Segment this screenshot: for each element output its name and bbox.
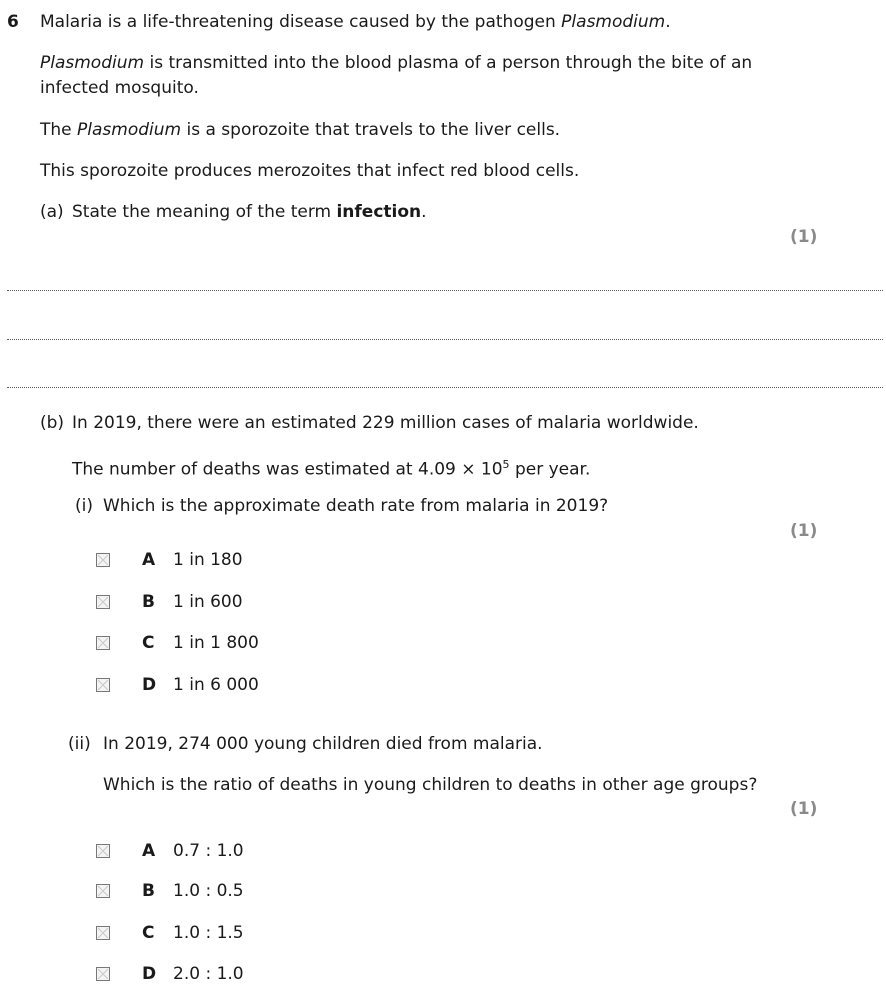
option-checkbox[interactable] bbox=[96, 844, 110, 858]
sub-ii-question: Which is the ratio of deaths in young children to deaths in other age groups? bbox=[103, 775, 758, 795]
part-a-marks: (1) bbox=[790, 227, 818, 247]
sub-i-label: (i) bbox=[75, 496, 93, 516]
part-a-question bbox=[72, 201, 427, 223]
option-text: 2.0 : 1.0 bbox=[173, 964, 244, 984]
sub-i-question: Which is the approximate death rate from malaria in 2019? bbox=[103, 496, 609, 516]
exponent: 5 bbox=[502, 458, 510, 471]
text: . bbox=[421, 202, 427, 222]
text: per year. bbox=[509, 459, 591, 480]
cross-icon bbox=[97, 637, 109, 649]
option-text: 1 in 180 bbox=[173, 550, 243, 570]
cross-icon bbox=[97, 845, 109, 857]
option-text: 1.0 : 0.5 bbox=[173, 881, 244, 901]
option-checkbox[interactable] bbox=[96, 553, 110, 567]
cross-icon bbox=[97, 596, 109, 608]
cross-icon bbox=[97, 927, 109, 939]
part-b-label: (b) bbox=[40, 413, 65, 433]
intro-line-4: This sporozoite produces merozoites that infect red blood cells. bbox=[40, 161, 580, 181]
text: is a sporozoite that travels to the liver cells. bbox=[181, 120, 561, 140]
option-letter: A bbox=[142, 550, 156, 570]
bold-term: infection bbox=[336, 202, 422, 222]
option-letter: D bbox=[142, 964, 157, 984]
option-letter: C bbox=[142, 923, 155, 943]
option-letter: C bbox=[142, 633, 155, 653]
option-letter: A bbox=[142, 841, 156, 861]
cross-icon bbox=[97, 968, 109, 980]
option-text: 0.7 : 1.0 bbox=[173, 841, 244, 861]
text: State the meaning of the term bbox=[72, 202, 337, 222]
question-number: 6 bbox=[7, 12, 19, 32]
answer-line[interactable] bbox=[7, 387, 883, 388]
intro-line-3 bbox=[40, 119, 560, 141]
cross-icon bbox=[97, 554, 109, 566]
option-checkbox[interactable] bbox=[96, 678, 110, 692]
intro-line-2b: infected mosquito. bbox=[40, 78, 199, 98]
option-letter: B bbox=[142, 881, 155, 901]
answer-line[interactable] bbox=[7, 339, 883, 340]
option-checkbox[interactable] bbox=[96, 636, 110, 650]
italic-term: Plasmodium bbox=[561, 12, 666, 32]
italic-term: Plasmodium bbox=[77, 120, 182, 140]
option-checkbox[interactable] bbox=[96, 884, 110, 898]
option-letter: B bbox=[142, 592, 155, 612]
cross-icon bbox=[97, 679, 109, 691]
option-checkbox[interactable] bbox=[96, 926, 110, 940]
text: Malaria is a life-threatening disease caused by the pathogen bbox=[40, 12, 562, 32]
text: is transmitted into the blood plasma of a person through the bite of an bbox=[144, 53, 753, 73]
text: The number of deaths was estimated at 4.09 × 10 bbox=[72, 459, 503, 480]
italic-term: Plasmodium bbox=[40, 53, 145, 73]
text: The bbox=[40, 120, 78, 140]
option-letter: D bbox=[142, 675, 157, 695]
option-text: 1 in 1 800 bbox=[173, 633, 259, 653]
option-text: 1.0 : 1.5 bbox=[173, 923, 244, 943]
option-text: 1 in 600 bbox=[173, 592, 243, 612]
part-a-label: (a) bbox=[40, 202, 64, 222]
cross-icon bbox=[97, 885, 109, 897]
answer-line[interactable] bbox=[7, 290, 883, 291]
sub-ii-marks: (1) bbox=[790, 799, 818, 819]
sub-i-marks: (1) bbox=[790, 521, 818, 541]
part-b-deaths bbox=[72, 454, 590, 481]
sub-ii-text: In 2019, 274 000 young children died from malaria. bbox=[103, 734, 543, 754]
sub-ii-label: (ii) bbox=[68, 734, 91, 754]
option-checkbox[interactable] bbox=[96, 967, 110, 981]
text: . bbox=[665, 12, 671, 32]
intro-line-1 bbox=[40, 11, 671, 33]
option-text: 1 in 6 000 bbox=[173, 675, 259, 695]
intro-line-2 bbox=[40, 52, 752, 74]
part-b-text: In 2019, there were an estimated 229 million cases of malaria worldwide. bbox=[72, 413, 699, 433]
option-checkbox[interactable] bbox=[96, 595, 110, 609]
